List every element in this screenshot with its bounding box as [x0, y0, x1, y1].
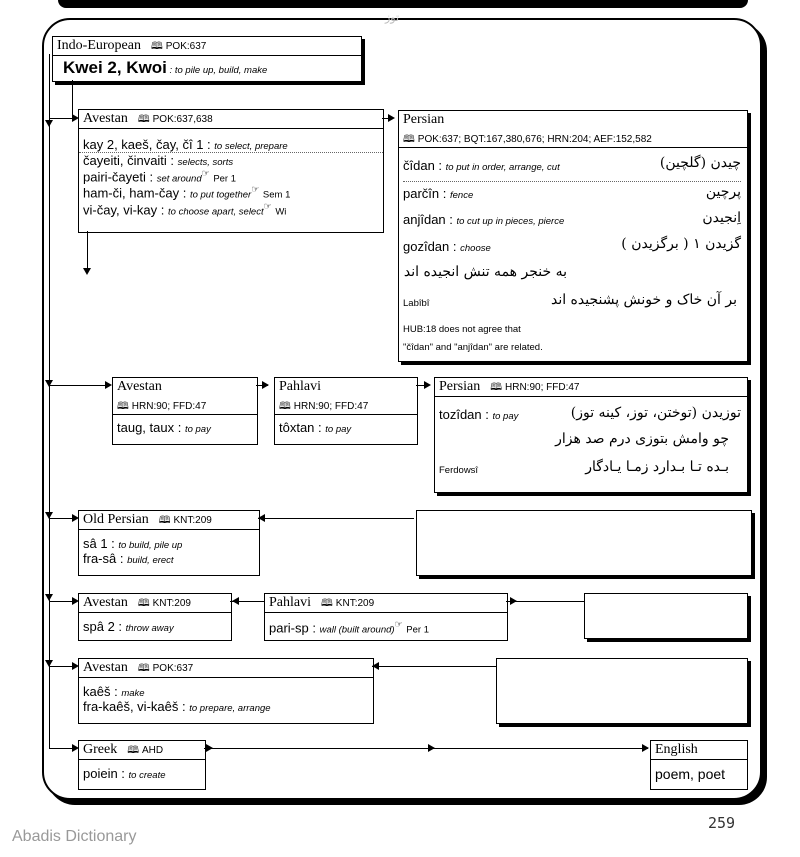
avestan4-box: [78, 658, 374, 724]
avestan3-entry: spâ 2 : throw away: [83, 619, 174, 634]
footer-brand[interactable]: Abadis Dictionary: [12, 828, 137, 845]
avestan2-ref: HRN:90; FFD:47: [131, 401, 207, 412]
avestan4-ref: POK:637: [152, 663, 194, 674]
avestan2-entry: taug, taux : to pay: [117, 420, 211, 435]
top-bar: [58, 0, 748, 8]
avestan1-entry: ham-či, ham-čay : to put together☞ Sem 1: [83, 184, 291, 201]
persian1-note: HUB:18 does not agree that: [403, 324, 521, 335]
pahlavi1-box: [274, 377, 418, 445]
watermark: توز: [385, 12, 400, 24]
persian2-ref: HRN:90; FFD:47: [505, 382, 580, 393]
avestan1-entry: čayeiti, činvaiti : selects, sorts: [83, 153, 234, 168]
persian1-fa: پرچین: [705, 184, 741, 200]
pahlavi2-ref: KNT:209: [335, 598, 375, 609]
root-box: Indo-European 🕮 POK:637 Kwei 2, Kwoi : to pile up, build, make: [52, 36, 362, 82]
pahlavi1-lang: Pahlavi: [279, 379, 321, 394]
book-icon: 🕮: [117, 401, 129, 412]
empty-box: [496, 658, 748, 724]
avestan1-ref: POK:637,638: [152, 114, 213, 125]
book-icon: 🕮: [403, 134, 415, 145]
root-lang: Indo-European: [57, 38, 141, 53]
persian1-fa: اِنجیدن: [702, 210, 741, 226]
pahlavi1-entry: tôxtan : to pay: [279, 420, 352, 435]
persian2-box: [434, 377, 748, 493]
tree-link: [72, 80, 73, 118]
english-entry: poem, poet: [655, 766, 726, 782]
book-icon: 🕮: [150, 41, 163, 52]
pahlavi2-entry: pari-sp : wall (built around)☞ Per 1: [269, 619, 429, 636]
avestan1-entry: pairi-čayeti : set around☞ Per 1: [83, 168, 237, 185]
poem-line: چو وامش بتوزی درم صد هزار: [555, 431, 729, 447]
persian1-entry: anjîdan : to cut up in pieces, pierce: [403, 212, 565, 227]
poem-line: بـده تـا بـدارد زمـا یـادگار: [585, 459, 729, 475]
persian1-ref: POK:637; BQT:167,380,676; HRN:204; AEF:152,582: [417, 134, 652, 145]
empty-box: [416, 510, 752, 576]
root-ref: POK:637: [165, 41, 207, 52]
oldpersian-entry: fra-sâ : build, erect: [83, 551, 174, 566]
tree-trunk: [49, 54, 50, 748]
english-lang: English: [651, 741, 747, 760]
tree-link: [49, 118, 73, 119]
poet-name: Labîbî: [403, 298, 430, 309]
avestan4-lang: Avestan: [83, 660, 128, 675]
persian1-lang: Persian: [403, 112, 445, 127]
persian1-entry: parčîn : fence: [403, 186, 474, 201]
pahlavi2-lang: Pahlavi: [269, 595, 311, 610]
avestan3-ref: KNT:209: [152, 598, 191, 609]
pahlavi2-box: [264, 593, 508, 641]
avestan4-entry: kaêš : make: [83, 684, 145, 699]
book-icon: 🕮: [137, 114, 150, 125]
book-icon: 🕮: [490, 382, 503, 393]
book-icon: 🕮: [279, 401, 291, 412]
persian1-box: [398, 110, 748, 362]
persian1-fa: گزیدن ۱ ( برگزیدن ): [621, 236, 741, 252]
empty-box: [584, 593, 748, 639]
persian1-note: "čîdan" and "anjîdan" are related.: [403, 342, 543, 353]
book-icon: 🕮: [321, 598, 333, 609]
avestan1-box: [78, 109, 384, 233]
book-icon: 🕮: [127, 745, 139, 756]
greek-lang: Greek: [83, 742, 118, 757]
persian2-entry: tozîdan : to pay: [439, 407, 519, 422]
persian1-entry: gozîdan : choose: [403, 239, 491, 254]
avestan1-entry: vi-čay, vi-kay : to choose apart, select☞ Wi: [83, 200, 287, 217]
greek-entry: poiein : to create: [83, 766, 166, 781]
avestan2-lang: Avestan: [117, 379, 162, 394]
poem-line: بر آن خاک و خونش پشنجیده اند: [550, 292, 737, 308]
root-gloss: to pile up, build, make: [174, 65, 268, 76]
book-icon: 🕮: [137, 598, 150, 609]
root-head: Kwei 2, Kwoi: [63, 58, 167, 77]
page-number: 259: [708, 814, 736, 832]
book-icon: 🕮: [158, 515, 171, 526]
pahlavi1-ref: HRN:90; FFD:47: [293, 401, 369, 412]
poem-line: به خنجر همه تنش انجیده اند: [403, 264, 567, 280]
avestan3-lang: Avestan: [83, 595, 128, 610]
oldpersian-box: [78, 510, 260, 576]
english-box: [650, 740, 748, 790]
oldpersian-entry: sâ 1 : to build, pile up: [83, 536, 183, 551]
avestan1-lang: Avestan: [83, 111, 128, 126]
avestan4-entry: fra-kaêš, vi-kaêš : to prepare, arrange: [83, 699, 271, 714]
oldpersian-ref: KNT:209: [173, 515, 212, 526]
persian2-fa: توزیدن (توختن، توز، کینه توز): [570, 405, 741, 421]
book-icon: 🕮: [137, 663, 150, 674]
avestan1-entry: kay 2, kaeš, čay, čî 1 : to select, prepare: [79, 137, 383, 153]
persian1-entry: čîdan : to put in order, arrange, cut: [403, 158, 560, 173]
persian1-fa: چیدن (گلچین): [659, 155, 741, 171]
greek-ref: AHD: [142, 745, 164, 756]
poet-name: Ferdowsî: [439, 465, 479, 476]
avestan2-box: [112, 377, 258, 445]
greek-box: [78, 740, 206, 790]
avestan3-box: [78, 593, 232, 641]
persian2-lang: Persian: [439, 379, 481, 394]
oldpersian-lang: Old Persian: [83, 512, 149, 527]
